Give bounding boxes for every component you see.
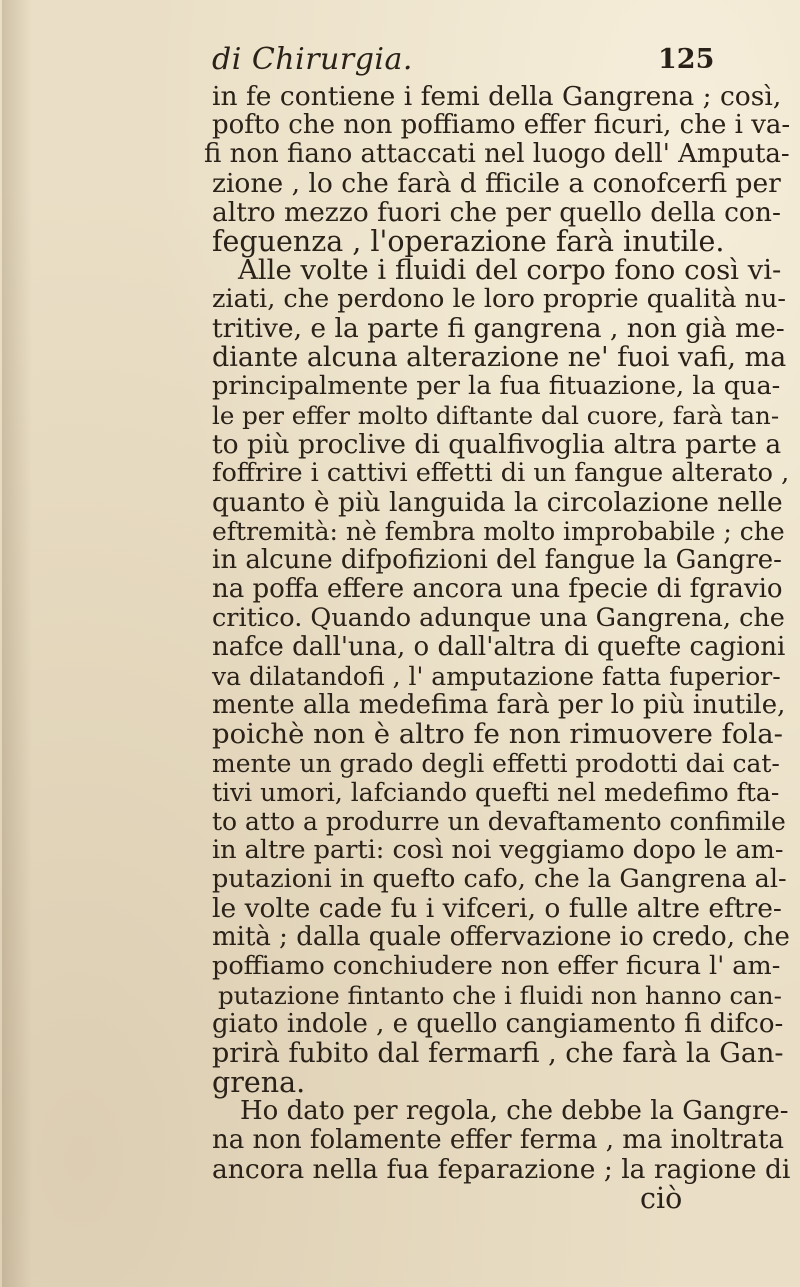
text-line: na non folamente effer ferma , ma inoltrata [212, 1125, 784, 1155]
text-line: mente un grado degli effetti prodotti dai cat- [212, 749, 780, 778]
text-line: na poffa effere ancora una fpecie di fgravio [212, 574, 783, 604]
text-line: in fe contiene i femi della Gangrena ; così, [212, 81, 782, 112]
text-line: foffrire i cattivi effetti di un fangue alterato , [212, 458, 790, 488]
text-line: mente alla medefima farà per lo più inutile, [212, 690, 786, 720]
text-line: giato indole , e quello cangiamento fi difco- [212, 1009, 784, 1039]
text-line: quanto è più languida la circolazione nelle [212, 487, 783, 518]
page-edge-shadow [2, 0, 32, 1287]
text-line: poffiamo conchiudere non effer ficura l' am- [212, 951, 781, 981]
text-line: ancora nella fua feparazione ; la ragione di [212, 1154, 791, 1185]
text-line: pofto che non poffiamo effer ficuri, che i va- [212, 110, 791, 140]
text-line: to atto a produrre un devaftamento confimile [212, 807, 786, 836]
text-line: putazione fintanto che i fluidi non hanno can- [218, 981, 782, 1010]
text-line: Ho dato per regola, che debbe la Gangre- [240, 1096, 789, 1126]
text-line: poichè non è altro fe non rimuovere fola- [212, 718, 783, 750]
text-line: ziati, che perdono le loro proprie qualità nu- [212, 284, 786, 314]
text-line: tivi umori, lafciando quefti nel medefimo fta- [212, 778, 780, 807]
text-line: fi non fiano attaccati nel luogo dell' Amputa- [204, 139, 790, 169]
text-line: putazioni in quefto cafo, che la Gangrena al- [212, 864, 787, 894]
text-line: prirà fubito dal fermarfi , che farà la Gan- [212, 1038, 784, 1069]
text-line: Alle volte i fluidi del corpo fono così vi- [238, 254, 782, 286]
text-line: le volte cade fu i vifceri, o fulle altre eftre- [212, 893, 782, 924]
text-line: mità ; dalla quale offervazione io credo, che [212, 922, 790, 952]
page-header [0, 42, 800, 82]
text-line: in alcune difpofizioni del fangue la Gangre- [212, 545, 782, 575]
catchword: ciò [640, 1182, 683, 1215]
text-line: diante alcuna alterazione ne' fuoi vafi, ma [212, 342, 787, 373]
page-number: 125 [658, 44, 715, 75]
text-line: tritive, e la parte fi gangrena , non già me- [212, 313, 785, 344]
text-line: feguenza , l'operazione farà inutile. [212, 225, 725, 258]
text-line: eftremità: nè fembra molto improbabile ; che [212, 517, 785, 546]
text-line: to più proclive di qualfivoglia altra parte a [212, 429, 782, 460]
text-line: va dilatandofi , l' amputazione fatta fuperior- [212, 662, 781, 691]
text-line: nafce dall'una, o dall'altra di quefte cagioni [212, 632, 786, 662]
text-line: le per effer molto diftante dal cuore, farà tan- [212, 401, 780, 430]
text-line: principalmente per la fua fituazione, la qua- [212, 371, 781, 401]
text-line: critico. Quando adunque una Gangrena, che [212, 603, 785, 633]
running-title: di Chirurgia. [212, 42, 413, 77]
text-line: altro mezzo fuori che per quello della con- [212, 197, 781, 228]
text-line: in altre parti: così noi veggiamo dopo le am- [212, 835, 784, 865]
text-line: zione , lo che farà d fficile a conofcerfi per [212, 168, 781, 199]
text-line: grena. [212, 1066, 306, 1099]
